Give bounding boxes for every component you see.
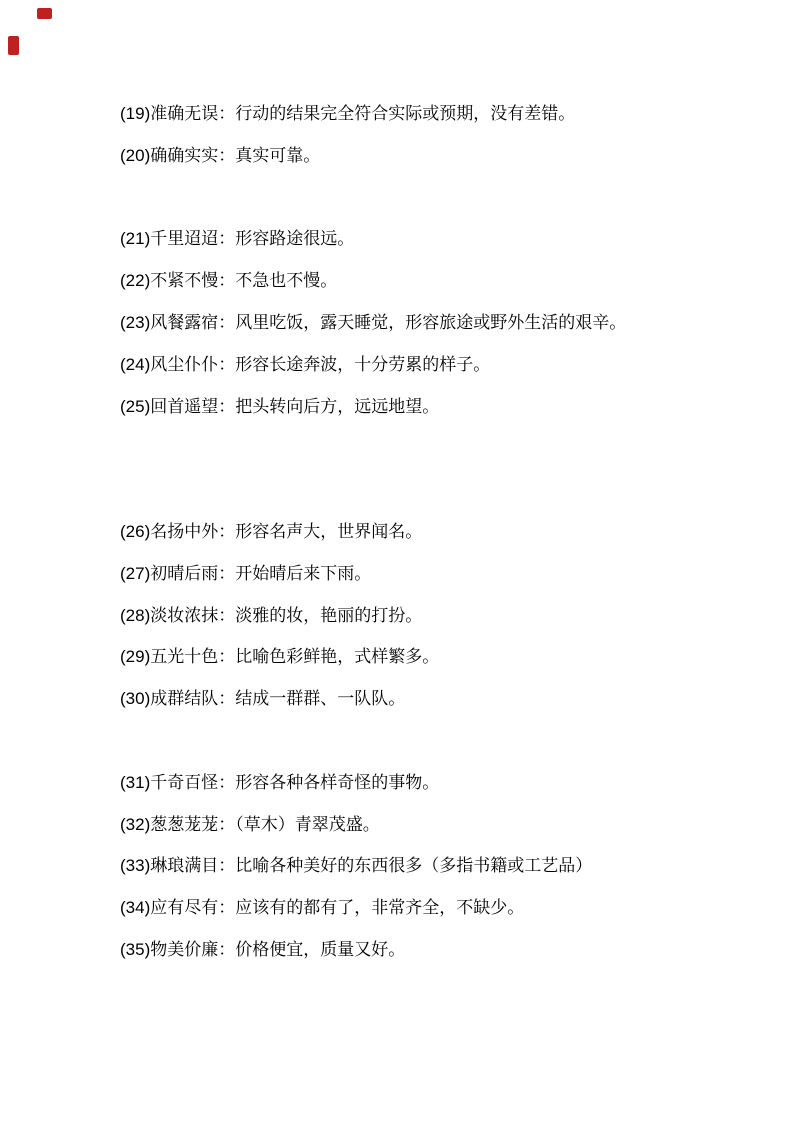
- entry-separator: ：: [218, 647, 236, 667]
- entry-term: 琳琅满目: [150, 856, 219, 876]
- definition-entry: [120, 887, 693, 929]
- entry-number: (19): [120, 104, 151, 123]
- definition-group: [120, 762, 693, 971]
- entry-separator: ：: [218, 772, 236, 792]
- entry-definition: 形容各种各样奇怪的事物。: [235, 772, 440, 792]
- definition-entry: [120, 678, 693, 720]
- entry-separator: ：: [218, 312, 236, 332]
- definition-group: [120, 93, 693, 177]
- entry-number: (24): [120, 354, 151, 374]
- entry-number: (35): [120, 939, 151, 959]
- red-corner-mark-left: [8, 36, 19, 55]
- entry-term: 千里迢迢: [150, 229, 219, 249]
- entry-definition: （草木）青翠茂盛。: [235, 814, 380, 834]
- entry-separator: ：: [218, 939, 236, 959]
- definition-entry: [120, 260, 693, 302]
- red-corner-mark-top: [37, 8, 52, 19]
- entry-term: 不紧不慢: [150, 271, 219, 291]
- entry-number: (31): [120, 772, 151, 792]
- definition-entry: [120, 845, 693, 887]
- entry-separator: ：: [218, 396, 236, 416]
- entry-separator: ：: [218, 563, 236, 583]
- entry-separator: ：: [218, 271, 236, 291]
- entry-number: (33): [120, 856, 151, 876]
- entry-number: (28): [120, 605, 151, 625]
- entry-definition: 比喻色彩鲜艳，式样繁多。: [235, 647, 440, 667]
- entry-term: 准确无误: [150, 104, 219, 123]
- entry-number: (20): [120, 145, 151, 165]
- definition-entry: [120, 386, 693, 428]
- entry-definition: 形容长途奔波，十分劳累的样子。: [235, 354, 491, 374]
- entry-definition: 把头转向后方，远远地望。: [235, 396, 440, 416]
- entry-number: (29): [120, 647, 151, 667]
- definition-entry: [120, 93, 693, 135]
- entry-separator: ：: [218, 898, 236, 918]
- entry-term: 应有尽有: [150, 898, 219, 918]
- entry-number: (21): [120, 229, 151, 249]
- entry-definition: 价格便宜，质量又好。: [235, 939, 406, 959]
- entry-number: (27): [120, 563, 151, 583]
- entry-number: (25): [120, 396, 151, 416]
- entry-separator: ：: [218, 856, 236, 876]
- entry-term: 确确实实: [150, 145, 219, 165]
- entry-separator: ：: [218, 104, 236, 123]
- entry-term: 回首遥望: [150, 396, 219, 416]
- definition-group: [120, 218, 693, 427]
- definition-entry: [120, 636, 693, 678]
- entry-separator: ：: [218, 605, 236, 625]
- entry-term: 物美价廉: [150, 939, 219, 959]
- definition-entry: [120, 929, 693, 971]
- definition-entry: [120, 595, 693, 637]
- entry-separator: ：: [218, 145, 236, 165]
- entry-definition: 不急也不慢。: [235, 271, 338, 291]
- entry-number: (32): [120, 814, 151, 834]
- entry-number: (34): [120, 898, 151, 918]
- entry-term: 成群结队: [150, 689, 219, 709]
- entry-definition: 真实可靠。: [235, 145, 321, 165]
- definition-entry: [120, 553, 693, 595]
- entry-definition: 淡雅的妆，艳丽的打扮。: [235, 605, 423, 625]
- entry-definition: 应该有的都有了，非常齐全，不缺少。: [235, 898, 525, 918]
- definition-entry: [120, 511, 693, 553]
- definition-entry: [120, 344, 693, 386]
- entry-term: 初晴后雨: [150, 563, 219, 583]
- entry-definition: 行动的结果完全符合实际或预期，没有差错。: [235, 104, 576, 123]
- entry-definition: 形容路途很远。: [235, 229, 355, 249]
- entry-number: (26): [120, 521, 151, 541]
- entry-separator: ：: [218, 814, 236, 834]
- entry-term: 五光十色: [150, 647, 219, 667]
- entry-term: 葱葱茏茏: [150, 814, 219, 834]
- definition-entry: [120, 302, 693, 344]
- definition-entry: [120, 762, 693, 804]
- entry-term: 淡妆浓抹: [150, 605, 219, 625]
- entry-term: 风尘仆仆: [150, 354, 219, 374]
- definition-entry: [120, 804, 693, 846]
- entry-number: (30): [120, 689, 151, 709]
- entry-definition: 开始晴后来下雨。: [235, 563, 372, 583]
- definition-entry: [120, 135, 693, 177]
- entry-definition: 风里吃饭，露天睡觉，形容旅途或野外生活的艰辛。: [235, 312, 627, 332]
- entry-term: 千奇百怪: [150, 772, 219, 792]
- entry-definition: 结成一群群、一队队。: [235, 689, 406, 709]
- definition-list: [120, 93, 693, 971]
- entry-definition: 比喻各种美好的东西很多（多指书籍或工艺品）: [235, 856, 593, 876]
- entry-term: 名扬中外: [150, 521, 219, 541]
- definition-entry: [120, 218, 693, 260]
- entry-separator: ：: [218, 354, 236, 374]
- entry-separator: ：: [218, 229, 236, 249]
- entry-separator: ：: [218, 521, 236, 541]
- definition-group: [120, 511, 693, 720]
- entry-number: (23): [120, 312, 151, 332]
- entry-definition: 形容名声大，世界闻名。: [235, 521, 423, 541]
- entry-term: 风餐露宿: [150, 312, 219, 332]
- entry-separator: ：: [218, 689, 236, 709]
- entry-number: (22): [120, 271, 151, 291]
